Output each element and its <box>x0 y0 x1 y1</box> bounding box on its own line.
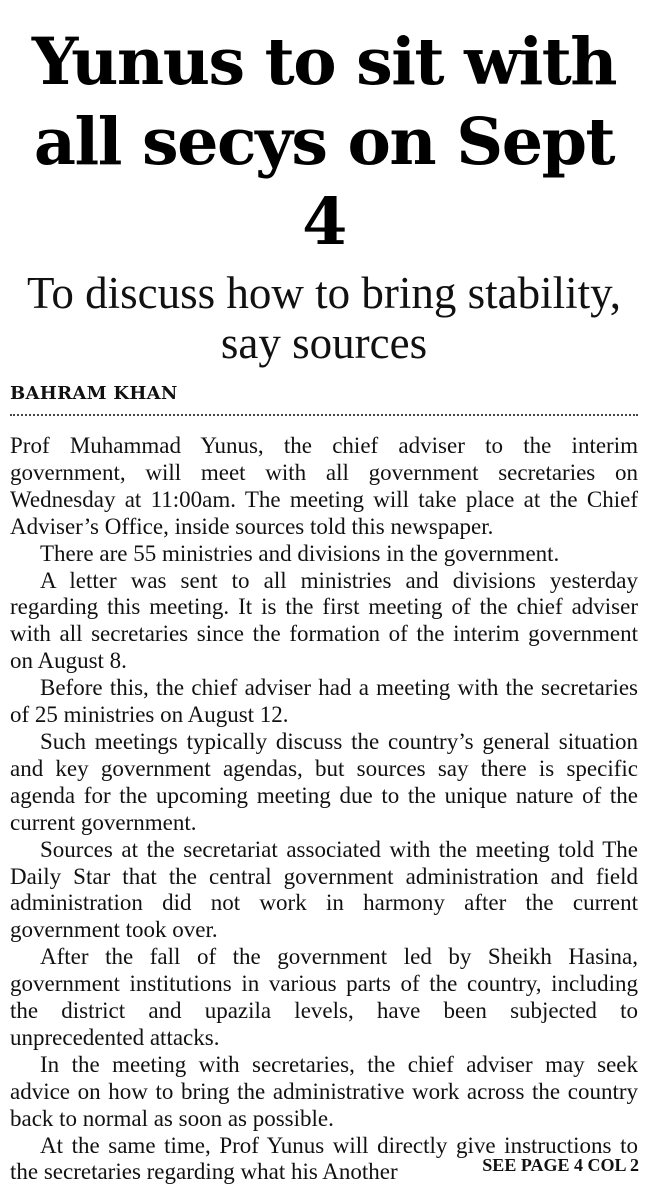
article-body <box>10 433 638 1186</box>
body-paragraph: In the meeting with secretaries, the chief adviser may seek advice on how to bring the administrative work across the country back to normal as soon as possible. <box>10 1051 638 1131</box>
byline: BAHRAM KHAN <box>10 383 178 404</box>
body-paragraph: Prof Muhammad Yunus, the chief adviser to the interim government, will meet with all government secretaries on Wednesday at 11:00am. The meeting will take place at the Chief Adviser’s Office, inside sources told this newspaper. <box>10 433 638 539</box>
body-paragraph: A letter was sent to all ministries and divisions yesterday regarding this meeting. It is the first meeting of the chief adviser with all secretaries since the formation of the interim government on August 8. <box>10 567 638 674</box>
body-paragraph: After the fall of the government led by Sheikh Hasina, government institutions in various parts of the country, including the district and upazila levels, have been subjected to unprecedented attacks. <box>10 944 638 1050</box>
news-article <box>10 22 638 1186</box>
body-paragraph: Sources at the secretariat associated with the meeting told The Daily Star that the central government administration and field administration did not work in harmony after the current government took over. <box>10 836 638 943</box>
body-paragraph: Before this, the chief adviser had a meeting with the secretaries of 25 ministries on August 12. <box>10 675 638 728</box>
subheadline: To discuss how to bring stability, say sources <box>27 268 621 368</box>
continuation-jump: SEE PAGE 4 COL 2 <box>482 1155 639 1175</box>
body-paragraph: At the same time, Prof Yunus will directly give instructions to the secretaries regarding what his Another <box>10 1132 638 1185</box>
body-paragraph: There are 55 ministries and divisions in the government. <box>40 540 560 566</box>
headline: Yunus to sit with all secys on Sept 4 <box>31 24 617 260</box>
dotted-divider <box>10 414 638 416</box>
body-paragraph: Such meetings typically discuss the country’s general situation and key government agendas, but sources say there is specific agenda for the upcoming meeting due to the unique nature of the current government. <box>10 728 638 835</box>
